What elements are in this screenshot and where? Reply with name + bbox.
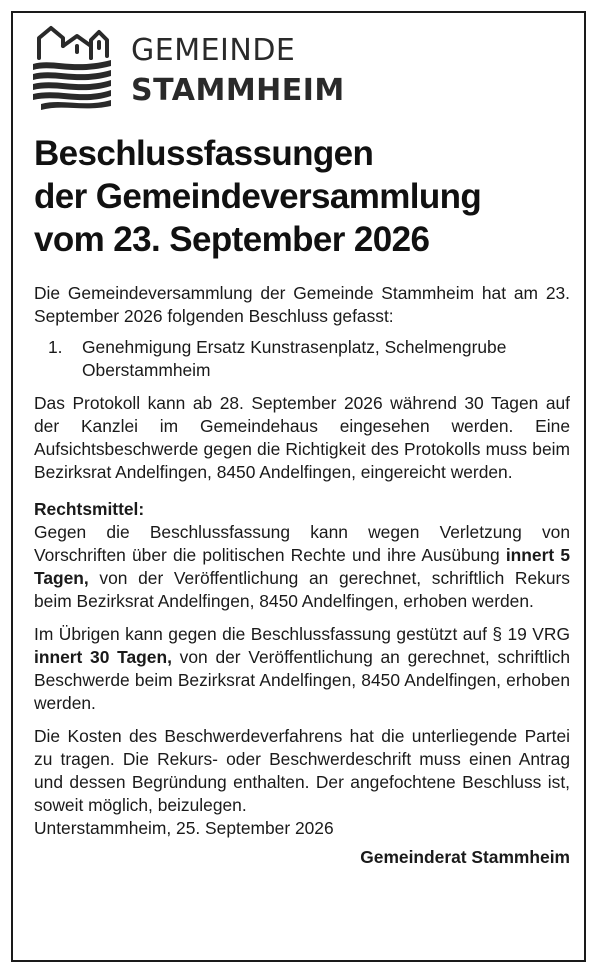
title-line-3: vom 23. September 2026 — [34, 220, 430, 259]
intro-paragraph: Die Gemeindeversammlung der Gemeinde Stammheim hat am 23. September 2026 folgenden Beschluss gefasst: — [34, 283, 570, 326]
list-item-text: Genehmigung Ersatz Kunstrasenplatz, Schelmengrube Oberstammheim — [82, 337, 507, 380]
remedies-p1-text: Gegen die Beschlussfassung kann wegen Verletzung von Vorschriften über die politischen Rechte und ihre Ausübung — [34, 522, 570, 565]
place-date: Unterstammheim, 25. September 2026 — [34, 818, 334, 838]
remedies-p2-text: Im Übrigen kann gegen die Beschlussfassung gestützt auf § 19 VRG — [34, 624, 570, 644]
remedies-paragraph-1 — [34, 521, 570, 613]
page-title — [34, 132, 481, 261]
remedies-p1-deadline: innert 5 Tagen, — [34, 545, 570, 588]
remedies-p2-deadline: innert 30 Tagen, — [34, 647, 172, 667]
signing-authority: Gemeinderat Stammheim — [360, 847, 570, 867]
notice-body — [34, 282, 570, 869]
title-line-1: Beschlussfassungen — [34, 134, 374, 173]
logo-text-gemeinde: GEMEINDE — [131, 33, 296, 68]
list-item-number: 1. — [48, 337, 63, 357]
remedies-paragraph-2 — [34, 623, 570, 715]
list-item — [34, 336, 570, 382]
logo-text-stammheim: STAMMHEIM — [131, 73, 345, 108]
costs-paragraph: Die Kosten des Beschwerdeverfahrens hat die unterliegende Partei zu tragen. Die Rekurs- oder Beschwerdeschrift muss einen Antrag und dessen Begründung enthalten. Der angefochtene Beschluss ist, soweit möglich, beizulegen. — [34, 726, 570, 815]
remedies-p1-text-end: von der Veröffentlichung an gerechnet, schriftlich Rekurs beim Bezirksrat Andelfingen, 8450 Andelfingen, erhoben werden. — [34, 568, 570, 611]
title-line-2: der Gemeindeversammlung — [34, 177, 482, 216]
castle-hills-logo-icon — [33, 24, 113, 110]
remedies-p2-text-end: von der Veröffentlichung an gerechnet, schriftlich Beschwerde beim Bezirksrat Andelfingen, 8450 Andelfingen, erhoben werden. — [34, 647, 570, 713]
protocol-paragraph: Das Protokoll kann ab 28. September 2026 während 30 Tagen auf der Kanzlei im Gemeindehaus eingesehen werden. Eine Aufsichtsbeschwerde gegen die Richtigkeit des Protokolls muss beim Bezirksrat Andelfingen, 8450 Andelfingen, eingereicht werden. — [34, 393, 570, 482]
municipality-logo — [33, 24, 353, 114]
remedies-heading: Rechtsmittel: — [34, 499, 145, 519]
